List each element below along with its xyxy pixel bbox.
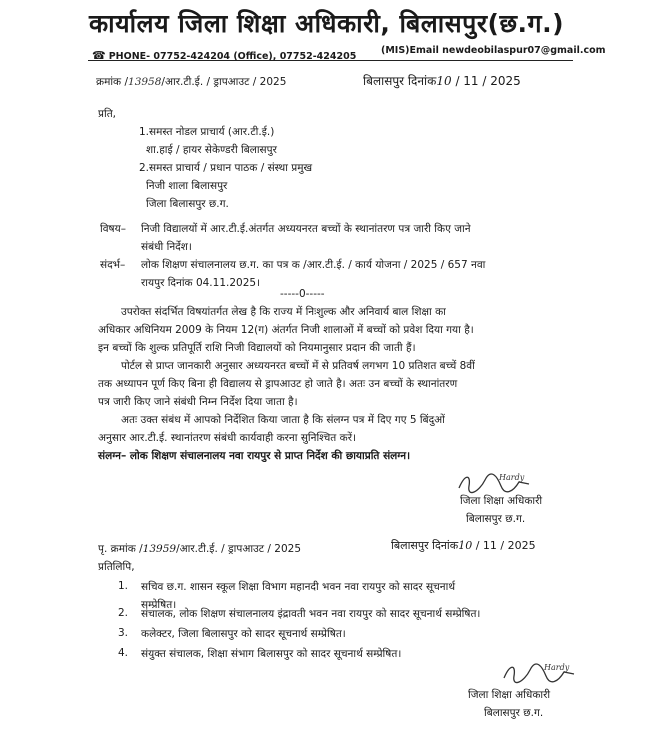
ref-number-handwritten: 13959 [142,543,177,555]
reference-line: लोक शिक्षण संचालनालय छ.ग. का पत्र क /आर.टी.ई. / कार्य योजना / 2025 / 657 नवा [141,259,486,271]
subject-label: विषय– [100,223,126,235]
signature-scribble [500,660,580,686]
body-line: अधिकार अधिनियम 2009 के नियम 12(ग) अंतर्गत निजी शालाओं में बच्चों को प्रवेश दिया गया है। [98,324,474,336]
signatory-place: बिलासपुर छ.ग. [466,513,526,525]
recipient-line: शा.हाई / हायर सेकेण्डरी बिलासपुर [146,144,277,156]
date-month-year: / 11 / 2025 [455,74,521,88]
copy-item-line: सचिव छ.ग. शासन स्कूल शिक्षा विभाग महानदी भवन नवा रायपुर को सादर सूचनार्थ [141,581,456,593]
date-prefix: बिलासपुर दिनांक [391,539,459,552]
body-line: तक अध्यापन पूर्ण किए बिना ही विद्यालय से ड्रापआउट हो जाते है। अतः उन बच्चों के स्थानांतरण [98,378,458,390]
date-day-handwritten: 10 [436,74,452,88]
endorsement-date [391,538,536,553]
copy-item-line: संचालक, लोक शिक्षण संचालनालय इंद्रावती भवन नवा रायपुर को सादर सूचनार्थ सम्प्रेषित। [141,608,481,620]
body-line: अतः उक्त संबंध में आपको निर्देशित किया जाता है कि संलग्न पत्र में दिए गए 5 बिंदुओं [121,414,445,426]
subject-line: निजी विद्यालयों में आर.टी.ई.अंतर्गत अध्ययनरत बच्चों के स्थानांतरण पत्र जारी किए जाने [141,223,471,235]
to-label: प्रति, [98,108,117,120]
header-divider [88,60,573,61]
date-prefix: बिलासपुर दिनांक [363,74,437,88]
body-line: पोर्टल से प्राप्त जानकारी अनुसार अध्ययनरत बच्चों में से प्रतिवर्ष लगभग 10 प्रतिशत बच्चें 8वीं [121,360,475,372]
telephone-icon: ☎ [92,49,106,62]
letter-ref [96,75,286,89]
office-title: कार्यालय जिला शिक्षा अधिकारी, बिलासपुर(छ.ग.) [88,9,564,38]
copy-item-number: 3. [118,627,129,639]
recipient-line: 2.समस्त प्राचार्य / प्रधान पाठक / संस्था प्रमुख [139,162,313,174]
body-line: इन बच्चों कि शुल्क प्रतिपूर्ति राशि निजी विद्यालयों को नियमानुसार प्रदान की जाती हैं। [98,342,416,354]
reference-label: संदर्भ– [100,259,126,271]
ref-prefix: क्रमांक / [96,76,129,88]
date-month-year: / 11 / 2025 [475,539,536,552]
copy-item-number: 1. [118,580,129,592]
reference-line: रायपुर दिनांक 04.11.2025। [141,277,261,289]
ref-suffix: /आर.टी.ई. / ड्रापआउट / 2025 [161,76,287,88]
date-day-handwritten: 10 [458,539,473,552]
signatory-title: जिला शिक्षा अधिकारी [460,495,543,507]
copy-item-number: 4. [118,647,129,659]
subject-line: संबंधी निर्देश। [141,241,192,253]
enclosure-line: संलग्न– लोक शिक्षण संचालनालय नवा रायपुर से प्राप्त निर्देश की छायाप्रति संलग्न। [98,450,411,462]
ref-number-handwritten: 13958 [128,76,162,88]
copy-item-line: कलेक्टर, जिला बिलासपुर को सादर सूचनार्थ सम्प्रेषित। [141,628,346,640]
copy-item-line: संयुक्त संचालक, शिक्षा संभाग बिलासपुर को सादर सूचनार्थ सम्प्रेषित। [141,648,402,660]
mis-email: (MIS)Email newdeobilaspur07@gmail.com [381,45,606,56]
letter-date [363,72,521,89]
phone-text: PHONE- 07752-424204 (Office), 07752-424205 [108,51,357,62]
body-line: पत्र जारी किए जाने संबंधी निम्न निर्देश दिया जाता है। [98,396,298,408]
signature-text: Hardy [499,473,525,482]
recipient-line: जिला बिलासपुर छ.ग. [146,198,229,210]
signatory-place: बिलासपुर छ.ग. [484,707,544,719]
ref-prefix: पृ. क्रमांक / [98,543,143,555]
copy-item-line: सम्प्रेषित। [141,599,177,611]
body-line: उपरोक्त संदर्भित विषयांतर्गत लेख है कि राज्य में निःशुल्क और अनिवार्य बाल शिक्षा का [121,306,446,318]
section-divider: -----0----- [280,288,325,300]
signature-text: Hardy [544,663,570,672]
signature-scribble [455,470,535,496]
recipient-line: 1.समस्त नोडल प्राचार्य (आर.टी.ई.) [139,126,275,138]
recipient-line: निजी शाला बिलासपुर [146,180,228,192]
signatory-title: जिला शिक्षा अधिकारी [468,689,551,701]
ref-suffix: /आर.टी.ई. / ड्रापआउट / 2025 [176,543,302,555]
copy-item-number: 2. [118,607,129,619]
copy-label: प्रतिलिपि, [98,561,135,573]
endorsement-ref [98,542,301,556]
body-line: अनुसार आर.टी.ई. स्थानांतरण संबंधी कार्यवाही करना सुनिश्चित करें। [98,432,356,444]
